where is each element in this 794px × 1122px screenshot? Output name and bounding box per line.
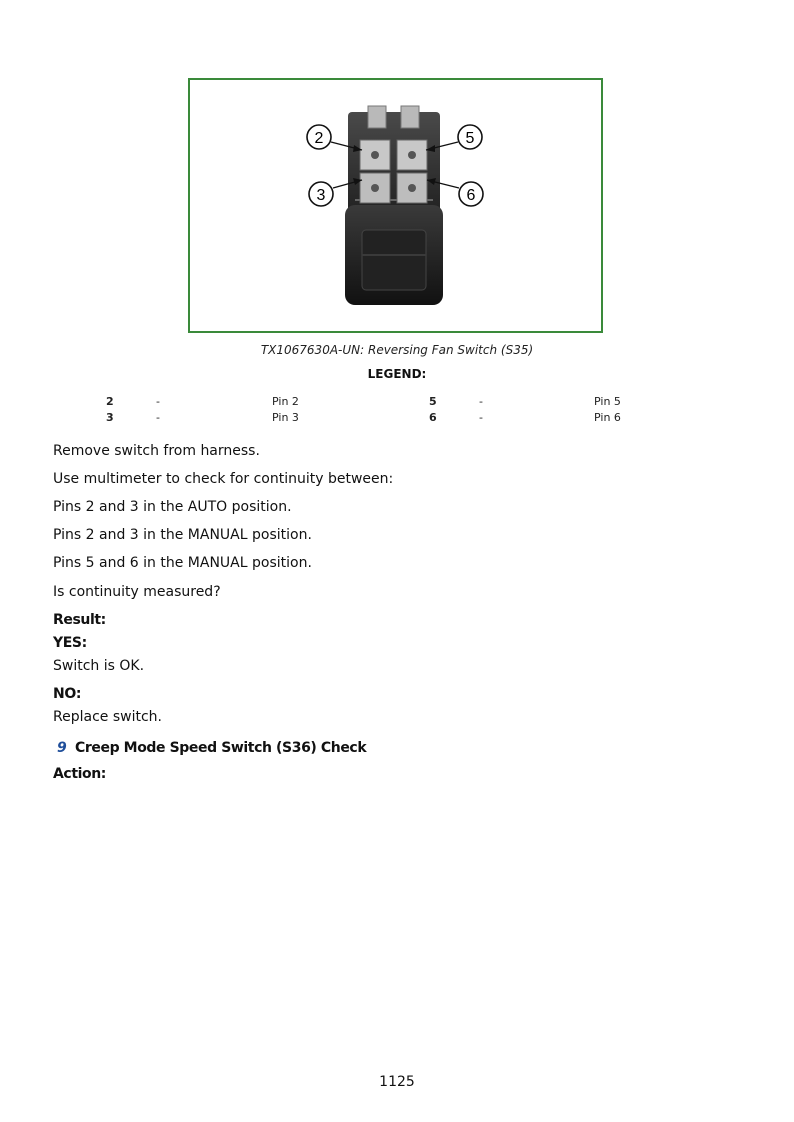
figure-frame [188,78,603,333]
switch-photo [190,80,601,331]
legend-desc: Pin 2 [272,395,299,408]
legend-num: 6 [429,411,437,424]
legend-desc: Pin 5 [594,395,621,408]
page-number: 1125 [379,1074,415,1090]
action-label: Action: [53,766,107,782]
yes-label: YES: [53,635,87,651]
legend-num: 5 [429,395,437,408]
check-item: Pins 2 and 3 in the AUTO position. [53,499,292,515]
svg-text:6: 6 [466,187,476,204]
legend-dash: - [156,411,160,424]
instruction-remove: Remove switch from harness. [53,443,260,459]
no-text: Replace switch. [53,709,162,725]
legend-num: 2 [106,395,114,408]
legend-desc: Pin 6 [594,411,621,424]
instruction-multimeter: Use multimeter to check for continuity between: [53,471,394,487]
check-item: Pins 2 and 3 in the MANUAL position. [53,527,312,543]
legend-title: LEGEND: [367,367,427,381]
legend-dash: - [156,395,160,408]
legend-num: 3 [106,411,114,424]
yes-text: Switch is OK. [53,658,145,674]
check-item: Pins 5 and 6 in the MANUAL position. [53,555,312,571]
svg-text:5: 5 [465,130,475,147]
legend-dash: - [479,395,483,408]
svg-text:3: 3 [316,187,326,204]
step-title: Creep Mode Speed Switch (S36) Check [75,740,367,756]
no-label: NO: [53,686,82,702]
result-label: Result: [53,612,106,628]
figure-caption: TX1067630A-UN: Reversing Fan Switch (S35) [260,343,534,357]
svg-text:2: 2 [314,130,324,147]
question: Is continuity measured? [53,584,221,600]
legend-desc: Pin 3 [272,411,299,424]
step-number: 9 [57,740,67,756]
legend-dash: - [479,411,483,424]
